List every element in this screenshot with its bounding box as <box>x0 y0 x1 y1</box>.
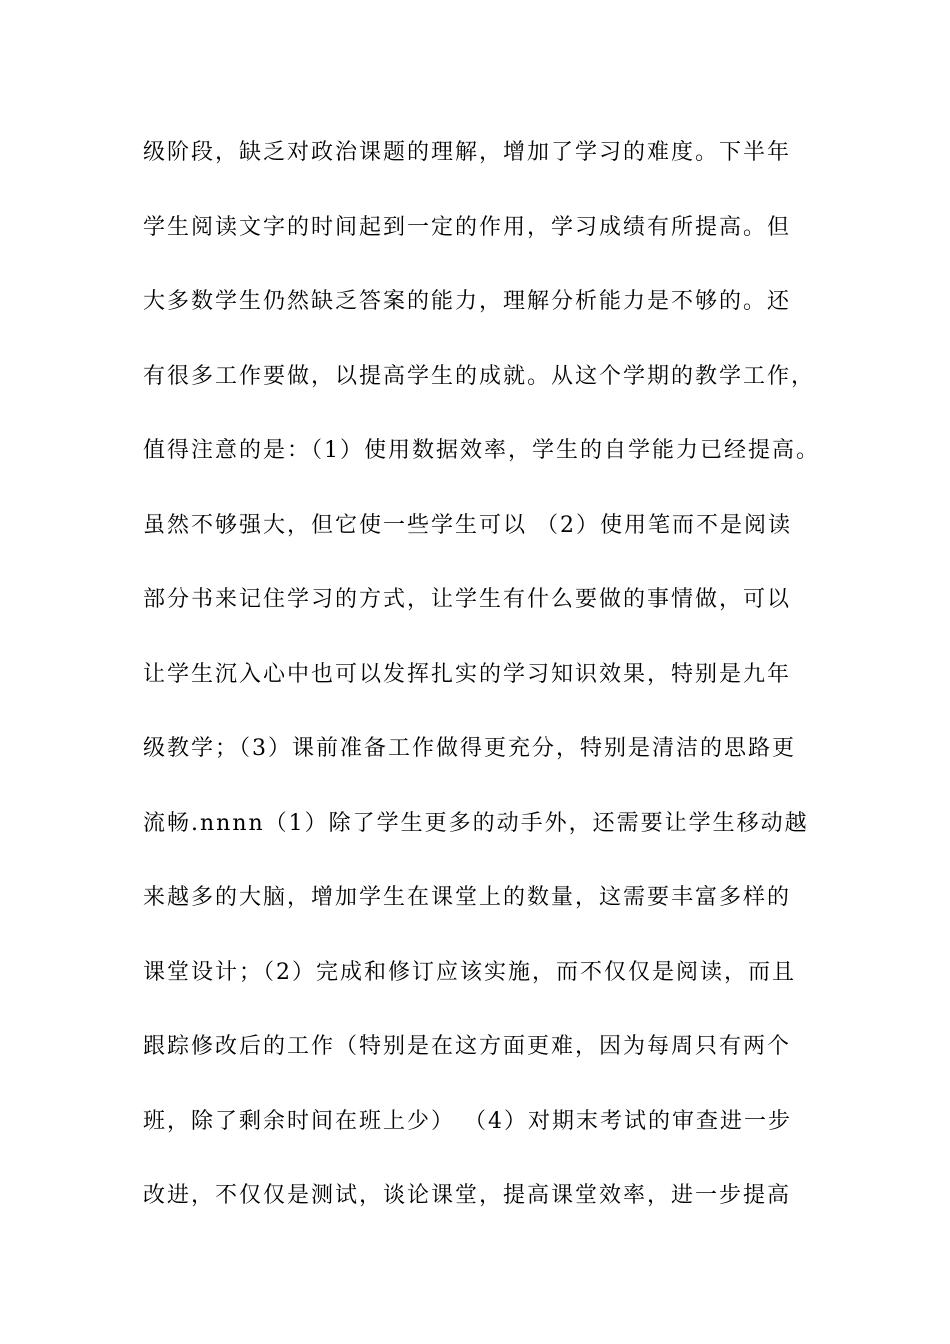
text-line: 部分书来记住学习的方式，让学生有什么要做的事情做，可以 <box>143 587 792 612</box>
text-line: 流畅.nnnn（1）除了学生更多的动手外，还需要让学生移动越 <box>143 810 809 836</box>
text-line: 值得注意的是：（1）使用数据效率，学生的自学能力已经提高。 <box>143 438 820 463</box>
text-line: 班，除了剩余时间在班上少） （4）对期末考试的审查进一步 <box>143 1108 792 1134</box>
text-line: 学生阅读文字的时间起到一定的作用，学习成绩有所提高。但 <box>143 214 792 240</box>
text-line: 虽然不够强大，但它使一些学生可以 （2）使用笔而不是阅读 <box>143 512 792 538</box>
text-line: 来越多的大脑，增加学生在课堂上的数量，这需要丰富多样的 <box>143 885 792 910</box>
text-line: 有很多工作要做，以提高学生的成就。从这个学期的教学工作， <box>143 363 816 389</box>
text-line: 级阶段，缺乏对政治课题的理解，增加了学习的难度。下半年 <box>143 140 792 165</box>
text-line: 大多数学生仍然缺乏答案的能力，理解分析能力是不够的。还 <box>143 289 792 314</box>
text-line: 级教学；（3）课前准备工作做得更充分，特别是清洁的思路更 <box>143 736 796 761</box>
text-line: 跟踪修改后的工作（特别是在这方面更难，因为每周只有两个 <box>143 1034 792 1059</box>
body-text <box>143 131 823 1249</box>
text-line: 课堂设计；（2）完成和修订应该实施，而不仅仅是阅读，而且 <box>143 959 796 985</box>
text-line: 改进，不仅仅是测试，谈论课堂，提高课堂效率，进一步提高 <box>143 1183 792 1208</box>
text-line: 让学生沉入心中也可以发挥扎实的学习知识效果，特别是九年 <box>143 661 792 687</box>
